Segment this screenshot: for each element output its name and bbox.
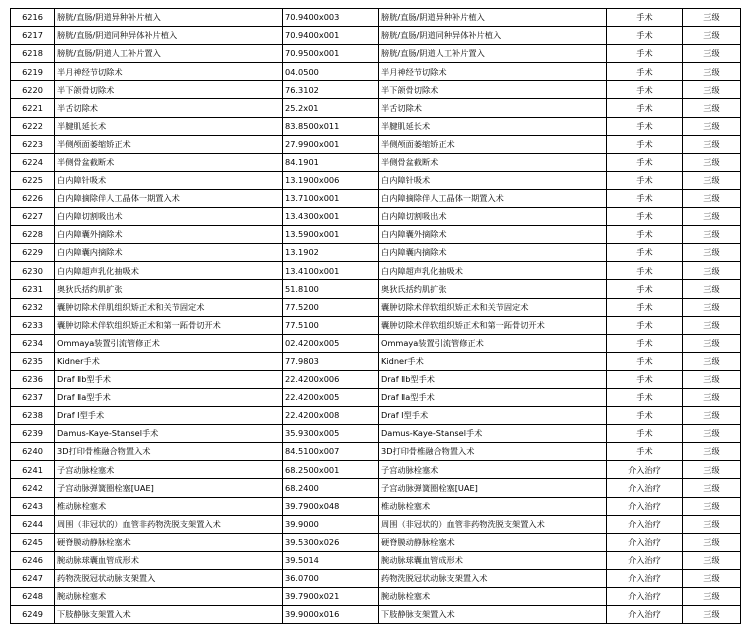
table-row bbox=[11, 407, 741, 425]
cell-item-number: 27.9900x001 bbox=[283, 135, 379, 153]
cell-level: 三级 bbox=[683, 370, 741, 388]
cell-item-name: 半腱肌延长术 bbox=[55, 117, 283, 135]
cell-code: 6230 bbox=[11, 262, 55, 280]
cell-code: 6226 bbox=[11, 189, 55, 207]
cell-item-name: 白内障囊外摘除术 bbox=[55, 226, 283, 244]
cell-category: 手术 bbox=[607, 244, 683, 262]
cell-item-number: 83.8500x011 bbox=[283, 117, 379, 135]
cell-item-name-2: 白内障摘除伴人工晶体一期置入术 bbox=[379, 189, 607, 207]
cell-level: 三级 bbox=[683, 99, 741, 117]
cell-code: 6248 bbox=[11, 588, 55, 606]
cell-level: 三级 bbox=[683, 497, 741, 515]
cell-code: 6240 bbox=[11, 443, 55, 461]
table-row bbox=[11, 244, 741, 262]
cell-item-name: Ommaya装置引流管修正术 bbox=[55, 334, 283, 352]
cell-code: 6236 bbox=[11, 370, 55, 388]
cell-level: 三级 bbox=[683, 117, 741, 135]
cell-item-name: 囊肿切除术伴软组织矫正术和第一跖骨切开术 bbox=[55, 316, 283, 334]
cell-item-name: 子宫动脉弹簧圈栓塞[UAE] bbox=[55, 479, 283, 497]
cell-item-name-2: 白内障超声乳化抽吸术 bbox=[379, 262, 607, 280]
cell-item-number: 39.5300x026 bbox=[283, 533, 379, 551]
cell-code: 6223 bbox=[11, 135, 55, 153]
cell-item-number: 39.7900x048 bbox=[283, 497, 379, 515]
cell-category: 手术 bbox=[607, 9, 683, 27]
cell-code: 6247 bbox=[11, 569, 55, 587]
cell-category: 手术 bbox=[607, 262, 683, 280]
cell-code: 6228 bbox=[11, 226, 55, 244]
cell-item-number: 39.5014 bbox=[283, 551, 379, 569]
cell-level: 三级 bbox=[683, 569, 741, 587]
table-row bbox=[11, 9, 741, 27]
cell-item-name: Kidner手术 bbox=[55, 352, 283, 370]
cell-level: 三级 bbox=[683, 45, 741, 63]
cell-item-name: 奥狄氏括约肌扩张 bbox=[55, 280, 283, 298]
cell-item-number: 13.4300x001 bbox=[283, 208, 379, 226]
cell-category: 手术 bbox=[607, 135, 683, 153]
cell-item-number: 35.9300x005 bbox=[283, 425, 379, 443]
cell-item-name-2: 白内障针吸术 bbox=[379, 171, 607, 189]
cell-item-number: 51.8100 bbox=[283, 280, 379, 298]
cell-level: 三级 bbox=[683, 9, 741, 27]
cell-code: 6246 bbox=[11, 551, 55, 569]
table-row bbox=[11, 569, 741, 587]
cell-item-number: 13.1900x006 bbox=[283, 171, 379, 189]
cell-item-name-2: 子宫动脉弹簧圈栓塞[UAE] bbox=[379, 479, 607, 497]
cell-level: 三级 bbox=[683, 515, 741, 533]
medical-codes-table bbox=[10, 8, 741, 624]
cell-code: 6225 bbox=[11, 171, 55, 189]
cell-item-name: 白内障针吸术 bbox=[55, 171, 283, 189]
cell-item-number: 70.9500x001 bbox=[283, 45, 379, 63]
table-row bbox=[11, 479, 741, 497]
cell-item-name-2: 半月神经节切除术 bbox=[379, 63, 607, 81]
cell-category: 介入治疗 bbox=[607, 461, 683, 479]
table-row bbox=[11, 443, 741, 461]
cell-item-name-2: 半侧颅面萎缩矫正术 bbox=[379, 135, 607, 153]
cell-level: 三级 bbox=[683, 479, 741, 497]
table-row bbox=[11, 135, 741, 153]
cell-code: 6237 bbox=[11, 388, 55, 406]
cell-item-name-2: Ommaya装置引流管修正术 bbox=[379, 334, 607, 352]
cell-code: 6242 bbox=[11, 479, 55, 497]
cell-code: 6216 bbox=[11, 9, 55, 27]
cell-level: 三级 bbox=[683, 280, 741, 298]
cell-code: 6234 bbox=[11, 334, 55, 352]
cell-item-name: 硬脊膜动静脉栓塞术 bbox=[55, 533, 283, 551]
cell-item-name: 药物洗脱冠状动脉支架置入 bbox=[55, 569, 283, 587]
cell-item-name-2: 半舌切除术 bbox=[379, 99, 607, 117]
table-row bbox=[11, 117, 741, 135]
cell-category: 介入治疗 bbox=[607, 606, 683, 624]
cell-item-name: 白内障切割吸出术 bbox=[55, 208, 283, 226]
cell-item-name: 3D打印骨椎融合物置入术 bbox=[55, 443, 283, 461]
table-row bbox=[11, 63, 741, 81]
cell-item-name: 白内障摘除伴人工晶体一期置入术 bbox=[55, 189, 283, 207]
cell-code: 6241 bbox=[11, 461, 55, 479]
cell-item-number: 77.5200 bbox=[283, 298, 379, 316]
cell-code: 6219 bbox=[11, 63, 55, 81]
cell-item-number: 36.0700 bbox=[283, 569, 379, 587]
cell-item-number: 25.2x01 bbox=[283, 99, 379, 117]
cell-level: 三级 bbox=[683, 63, 741, 81]
table-row bbox=[11, 497, 741, 515]
cell-level: 三级 bbox=[683, 461, 741, 479]
cell-item-number: 68.2500x001 bbox=[283, 461, 379, 479]
cell-item-name: Draf Ⅱb型手术 bbox=[55, 370, 283, 388]
cell-code: 6224 bbox=[11, 153, 55, 171]
cell-item-name: Damus-Kaye-Stansel手术 bbox=[55, 425, 283, 443]
cell-item-name: 椎动脉栓塞术 bbox=[55, 497, 283, 515]
cell-item-name: 半侧颅面萎缩矫正术 bbox=[55, 135, 283, 153]
cell-item-name: 半侧骨盆截断术 bbox=[55, 153, 283, 171]
cell-item-number: 70.9400x003 bbox=[283, 9, 379, 27]
cell-item-name: 子宫动脉栓塞术 bbox=[55, 461, 283, 479]
cell-code: 6222 bbox=[11, 117, 55, 135]
cell-item-name-2: 3D打印骨椎融合物置入术 bbox=[379, 443, 607, 461]
cell-level: 三级 bbox=[683, 81, 741, 99]
table-row bbox=[11, 316, 741, 334]
cell-category: 手术 bbox=[607, 153, 683, 171]
cell-level: 三级 bbox=[683, 244, 741, 262]
cell-item-number: 39.7900x021 bbox=[283, 588, 379, 606]
cell-item-name-2: 囊肿切除术伴软组织矫正术和第一跖骨切开术 bbox=[379, 316, 607, 334]
cell-code: 6229 bbox=[11, 244, 55, 262]
cell-item-name: Draf Ⅱa型手术 bbox=[55, 388, 283, 406]
table-row bbox=[11, 81, 741, 99]
cell-code: 6231 bbox=[11, 280, 55, 298]
table-row bbox=[11, 45, 741, 63]
cell-item-name-2: Draf Ⅱb型手术 bbox=[379, 370, 607, 388]
cell-level: 三级 bbox=[683, 135, 741, 153]
cell-category: 手术 bbox=[607, 45, 683, 63]
cell-level: 三级 bbox=[683, 407, 741, 425]
cell-category: 手术 bbox=[607, 316, 683, 334]
cell-item-name-2: 椎动脉栓塞术 bbox=[379, 497, 607, 515]
cell-code: 6235 bbox=[11, 352, 55, 370]
table-row bbox=[11, 208, 741, 226]
cell-category: 介入治疗 bbox=[607, 497, 683, 515]
cell-code: 6239 bbox=[11, 425, 55, 443]
cell-item-name-2: 半侧骨盆截断术 bbox=[379, 153, 607, 171]
cell-item-number: 13.5900x001 bbox=[283, 226, 379, 244]
cell-code: 6227 bbox=[11, 208, 55, 226]
cell-code: 6244 bbox=[11, 515, 55, 533]
cell-item-number: 77.9803 bbox=[283, 352, 379, 370]
table-row bbox=[11, 262, 741, 280]
cell-item-number: 39.9000x016 bbox=[283, 606, 379, 624]
cell-category: 手术 bbox=[607, 334, 683, 352]
cell-item-number: 13.7100x001 bbox=[283, 189, 379, 207]
cell-item-number: 68.2400 bbox=[283, 479, 379, 497]
cell-category: 介入治疗 bbox=[607, 515, 683, 533]
cell-category: 手术 bbox=[607, 425, 683, 443]
cell-code: 6217 bbox=[11, 27, 55, 45]
cell-code: 6238 bbox=[11, 407, 55, 425]
cell-item-number: 70.9400x001 bbox=[283, 27, 379, 45]
cell-item-name-2: 膀胱/直肠/阴道异种补片植入 bbox=[379, 9, 607, 27]
cell-level: 三级 bbox=[683, 189, 741, 207]
cell-item-name: 腕动脉球囊血管成形术 bbox=[55, 551, 283, 569]
cell-item-name: 腕动脉栓塞术 bbox=[55, 588, 283, 606]
cell-level: 三级 bbox=[683, 425, 741, 443]
table-row bbox=[11, 588, 741, 606]
cell-category: 介入治疗 bbox=[607, 588, 683, 606]
cell-code: 6232 bbox=[11, 298, 55, 316]
cell-level: 三级 bbox=[683, 551, 741, 569]
table-row bbox=[11, 280, 741, 298]
cell-category: 手术 bbox=[607, 81, 683, 99]
cell-level: 三级 bbox=[683, 334, 741, 352]
cell-item-name-2: 囊肿切除术伴软组织矫正术和关节固定术 bbox=[379, 298, 607, 316]
cell-category: 介入治疗 bbox=[607, 533, 683, 551]
cell-item-name-2: 子宫动脉栓塞术 bbox=[379, 461, 607, 479]
cell-item-name-2: 白内障囊内摘除术 bbox=[379, 244, 607, 262]
cell-category: 手术 bbox=[607, 27, 683, 45]
cell-category: 介入治疗 bbox=[607, 569, 683, 587]
table-row bbox=[11, 352, 741, 370]
cell-item-name-2: 奥狄氏括约肌扩张 bbox=[379, 280, 607, 298]
cell-level: 三级 bbox=[683, 352, 741, 370]
cell-item-number: 77.5100 bbox=[283, 316, 379, 334]
cell-item-number: 39.9000 bbox=[283, 515, 379, 533]
table-row bbox=[11, 298, 741, 316]
cell-item-number: 22.4200x005 bbox=[283, 388, 379, 406]
cell-item-name: 半下颌骨切除术 bbox=[55, 81, 283, 99]
cell-item-number: 76.3102 bbox=[283, 81, 379, 99]
cell-item-name: 膀胱/直肠/阴道人工补片置入 bbox=[55, 45, 283, 63]
cell-item-number: 13.4100x001 bbox=[283, 262, 379, 280]
cell-code: 6220 bbox=[11, 81, 55, 99]
cell-category: 手术 bbox=[607, 443, 683, 461]
cell-category: 手术 bbox=[607, 171, 683, 189]
cell-category: 手术 bbox=[607, 407, 683, 425]
cell-item-name-2: 半下颌骨切除术 bbox=[379, 81, 607, 99]
table-row bbox=[11, 551, 741, 569]
cell-level: 三级 bbox=[683, 533, 741, 551]
cell-category: 手术 bbox=[607, 352, 683, 370]
table-row bbox=[11, 388, 741, 406]
cell-item-name: 半月神经节切除术 bbox=[55, 63, 283, 81]
table-row bbox=[11, 425, 741, 443]
cell-item-name: 下肢静脉支架置入术 bbox=[55, 606, 283, 624]
table-row bbox=[11, 153, 741, 171]
cell-category: 手术 bbox=[607, 370, 683, 388]
cell-item-number: 13.1902 bbox=[283, 244, 379, 262]
cell-item-number: 84.5100x007 bbox=[283, 443, 379, 461]
table-row bbox=[11, 334, 741, 352]
table-row bbox=[11, 461, 741, 479]
cell-item-name: 白内障超声乳化抽吸术 bbox=[55, 262, 283, 280]
cell-item-name: 膀胱/直肠/阴道同种异体补片植入 bbox=[55, 27, 283, 45]
cell-item-number: 02.4200x005 bbox=[283, 334, 379, 352]
table-row bbox=[11, 515, 741, 533]
cell-level: 三级 bbox=[683, 388, 741, 406]
cell-code: 6245 bbox=[11, 533, 55, 551]
cell-code: 6218 bbox=[11, 45, 55, 63]
cell-item-number: 04.0500 bbox=[283, 63, 379, 81]
cell-category: 手术 bbox=[607, 226, 683, 244]
cell-item-name-2: 周围（非冠状的）血管非药物洗脱支架置入术 bbox=[379, 515, 607, 533]
cell-item-name-2: 药物洗脱冠状动脉支架置入术 bbox=[379, 569, 607, 587]
cell-code: 6243 bbox=[11, 497, 55, 515]
cell-code: 6233 bbox=[11, 316, 55, 334]
cell-level: 三级 bbox=[683, 171, 741, 189]
table-row bbox=[11, 606, 741, 624]
cell-level: 三级 bbox=[683, 262, 741, 280]
cell-item-name: 膀胱/直肠/阴道异种补片植入 bbox=[55, 9, 283, 27]
table-row bbox=[11, 533, 741, 551]
cell-item-name: Draf Ⅰ型手术 bbox=[55, 407, 283, 425]
cell-item-name: 半舌切除术 bbox=[55, 99, 283, 117]
table-row bbox=[11, 189, 741, 207]
cell-level: 三级 bbox=[683, 27, 741, 45]
cell-item-name-2: 腕动脉栓塞术 bbox=[379, 588, 607, 606]
cell-category: 手术 bbox=[607, 280, 683, 298]
cell-item-name-2: 白内障切割吸出术 bbox=[379, 208, 607, 226]
cell-item-name-2: 硬脊膜动静脉栓塞术 bbox=[379, 533, 607, 551]
cell-category: 介入治疗 bbox=[607, 551, 683, 569]
cell-item-number: 84.1901 bbox=[283, 153, 379, 171]
cell-level: 三级 bbox=[683, 316, 741, 334]
cell-item-name-2: 膀胱/直肠/阴道人工补片置入 bbox=[379, 45, 607, 63]
cell-item-name-2: Draf Ⅱa型手术 bbox=[379, 388, 607, 406]
cell-level: 三级 bbox=[683, 606, 741, 624]
cell-item-name: 囊肿切除术伴肌组织矫正术和关节固定术 bbox=[55, 298, 283, 316]
table-body bbox=[11, 9, 741, 624]
cell-code: 6249 bbox=[11, 606, 55, 624]
cell-item-name: 白内障囊内摘除术 bbox=[55, 244, 283, 262]
cell-item-name-2: 白内障囊外摘除术 bbox=[379, 226, 607, 244]
table-row bbox=[11, 171, 741, 189]
cell-item-name: 周围（非冠状的）血管非药物洗脱支架置入术 bbox=[55, 515, 283, 533]
cell-category: 手术 bbox=[607, 298, 683, 316]
cell-item-number: 22.4200x008 bbox=[283, 407, 379, 425]
table-row bbox=[11, 370, 741, 388]
cell-category: 手术 bbox=[607, 99, 683, 117]
cell-item-name-2: Damus-Kaye-Stansel手术 bbox=[379, 425, 607, 443]
cell-item-name-2: Kidner手术 bbox=[379, 352, 607, 370]
cell-item-name-2: Draf Ⅰ型手术 bbox=[379, 407, 607, 425]
cell-category: 手术 bbox=[607, 117, 683, 135]
cell-item-number: 22.4200x006 bbox=[283, 370, 379, 388]
cell-item-name-2: 半腱肌延长术 bbox=[379, 117, 607, 135]
table-row bbox=[11, 27, 741, 45]
cell-category: 手术 bbox=[607, 63, 683, 81]
cell-level: 三级 bbox=[683, 208, 741, 226]
cell-category: 手术 bbox=[607, 388, 683, 406]
cell-level: 三级 bbox=[683, 298, 741, 316]
cell-item-name-2: 膀胱/直肠/阴道同种异体补片植入 bbox=[379, 27, 607, 45]
cell-category: 手术 bbox=[607, 208, 683, 226]
cell-item-name-2: 腕动脉球囊血管成形术 bbox=[379, 551, 607, 569]
cell-level: 三级 bbox=[683, 443, 741, 461]
cell-level: 三级 bbox=[683, 153, 741, 171]
cell-level: 三级 bbox=[683, 588, 741, 606]
cell-category: 介入治疗 bbox=[607, 479, 683, 497]
cell-level: 三级 bbox=[683, 226, 741, 244]
cell-category: 手术 bbox=[607, 189, 683, 207]
table-row bbox=[11, 226, 741, 244]
table-row bbox=[11, 99, 741, 117]
cell-item-name-2: 下肢静脉支架置入术 bbox=[379, 606, 607, 624]
cell-code: 6221 bbox=[11, 99, 55, 117]
